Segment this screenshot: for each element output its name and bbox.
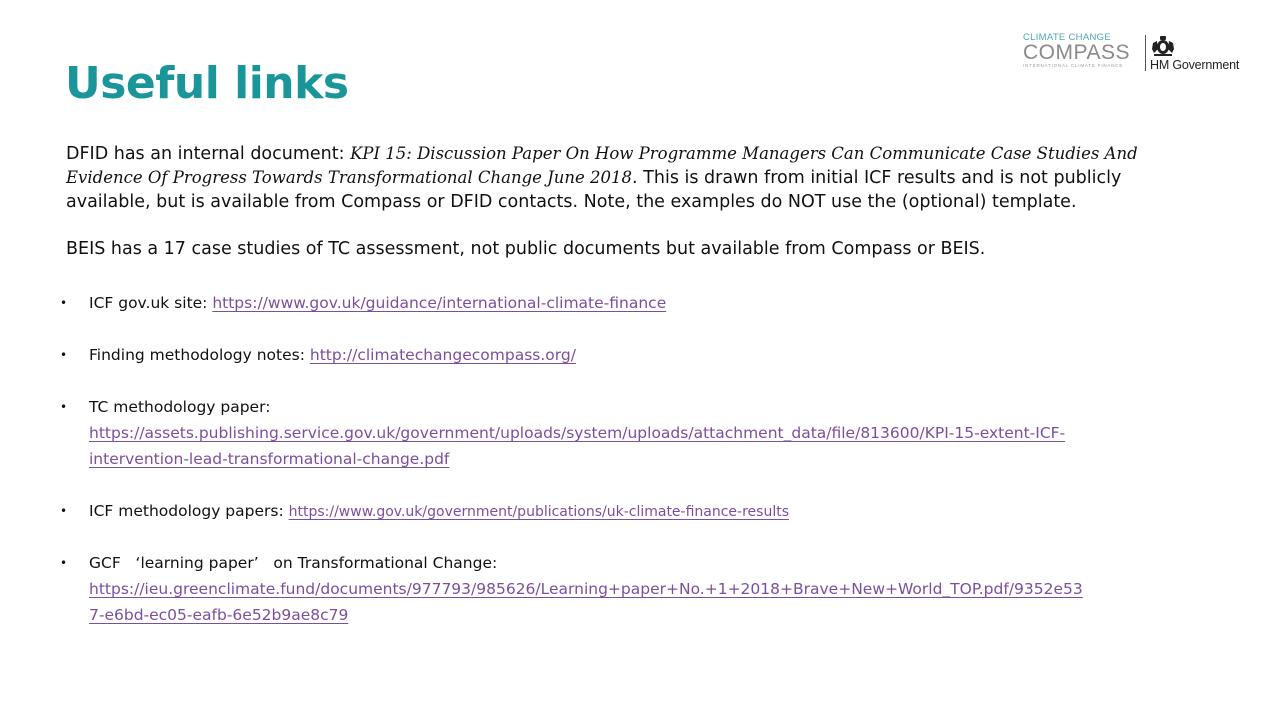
gcf-learning-paper-label: GCF ‘learning paper’ on Transformational Change: (89, 554, 498, 572)
gcf-learning-paper-link[interactable] (89, 580, 1083, 624)
compass-logo-main-text: COMPASS (1023, 41, 1130, 64)
tc-methodology-paper-link[interactable] (89, 424, 1065, 468)
bullet-marker: • (60, 400, 68, 414)
slide-title: Useful links (65, 58, 349, 109)
beis-paragraph: BEIS has a 17 case studies of TC assessment, not public documents but available from Compass or BEIS. (66, 239, 986, 259)
icf-methodology-papers-link[interactable]: https://www.gov.uk/government/publications/uk-climate-finance-results (288, 504, 790, 520)
hm-government-text: HM Government (1150, 58, 1240, 72)
tc-methodology-link-line2: intervention-lead-transformational-change.pdf (89, 450, 450, 468)
tc-methodology-label: TC methodology paper: (89, 398, 271, 416)
compass-logo-top-text: CLIMATE CHANGE (1023, 32, 1111, 43)
icf-methodology-label: ICF methodology papers: (89, 502, 289, 520)
gcf-link-line1: https://ieu.greenclimate.fund/documents/977793/985626/Learning+paper+No.+1+2018+Brave+New+World_TOP.pdf/9352e53 (89, 580, 1083, 598)
dfid-rest-text: . This is drawn from initial ICF results and is not publicly available, but is available from Compass or DFID contacts. Note, the examples do NOT use the (optional) template. (66, 168, 1122, 212)
dfid-lead-text: DFID has an internal document: (66, 144, 351, 164)
compass-logo-sub-text: INTERNATIONAL CLIMATE FINANCE (1023, 63, 1124, 68)
icf-site-link[interactable]: https://www.gov.uk/guidance/international-climate-finance (212, 294, 667, 312)
bullet-marker: • (60, 504, 68, 518)
tc-methodology-link-line1: https://assets.publishing.service.gov.uk/government/uploads/system/uploads/attachment_data/file/813600/KPI-15-extent-ICF- (89, 424, 1066, 442)
icf-site-label: ICF gov.uk site: (89, 294, 213, 312)
dfid-paragraph (66, 142, 1206, 214)
compass-website-link[interactable]: http://climatechangecompass.org/ (309, 346, 576, 364)
gcf-link-line2: 7-e6bd-ec05-eafb-6e52b9ae8c79 (89, 606, 349, 624)
bullet-marker: • (60, 348, 68, 362)
hm-government-logo (1150, 35, 1260, 73)
climate-change-compass-logo (1023, 32, 1130, 74)
royal-crest-icon (1150, 35, 1176, 57)
bullet-marker: • (60, 296, 68, 310)
bullet-marker: • (60, 556, 68, 570)
methodology-notes-label: Finding methodology notes: (89, 346, 310, 364)
logo-divider (1145, 35, 1146, 71)
kpi15-document-title: KPI 15: Discussion Paper On How Programme Managers Can Communicate Case Studies And Evidence Of Progress Towards Transformational Change June 2018 (66, 144, 1138, 187)
